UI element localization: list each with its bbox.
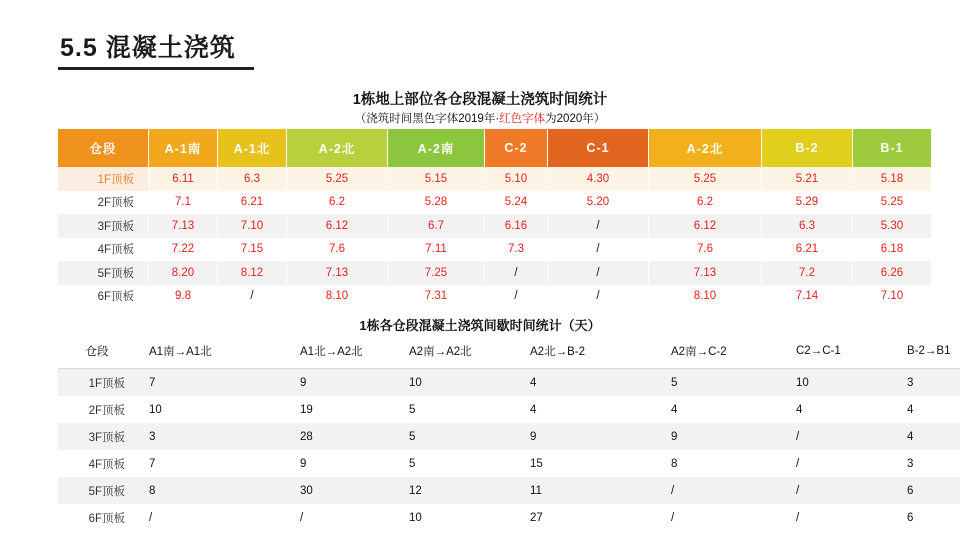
table1-cell: 6.26 xyxy=(853,261,932,285)
table1-cell: 7.13 xyxy=(149,214,218,238)
table1-cell: 5.21 xyxy=(762,167,853,191)
table1-subtitle-post: 为2020年） xyxy=(545,113,606,125)
table2-row-label: 2F顶板 xyxy=(58,396,137,423)
table2-cell: / xyxy=(659,477,784,504)
table1-cell: 7.3 xyxy=(485,238,548,262)
table2-row-label: 6F顶板 xyxy=(58,504,137,531)
table2-cell: 4 xyxy=(895,396,960,423)
table1-cell: 6.2 xyxy=(287,191,388,215)
table2-header-row xyxy=(58,334,960,369)
table1-cell: 7.10 xyxy=(218,214,287,238)
table-row xyxy=(58,450,960,477)
table1-cell: 6.3 xyxy=(762,214,853,238)
table-row xyxy=(58,423,960,450)
table1-cell: 5.30 xyxy=(853,214,932,238)
table2-cell: 4 xyxy=(895,423,960,450)
table2-cell: 28 xyxy=(288,423,397,450)
table1-cell: / xyxy=(218,285,287,309)
table2-cell: 30 xyxy=(288,477,397,504)
table1-cell: 7.6 xyxy=(649,238,762,262)
table2-cell: 7 xyxy=(137,369,288,397)
table2-cell: 5 xyxy=(397,423,518,450)
table1-cell: 6.21 xyxy=(218,191,287,215)
table1-cell: 4.30 xyxy=(548,167,649,191)
table2-cell: / xyxy=(784,504,895,531)
table2-cell: 9 xyxy=(659,423,784,450)
table1-cell: / xyxy=(548,214,649,238)
table1-cell: 7.25 xyxy=(388,261,485,285)
table1-cell: 7.14 xyxy=(762,285,853,309)
table1-cell: / xyxy=(485,261,548,285)
table1-cell: / xyxy=(548,261,649,285)
table1-cell: 6.18 xyxy=(853,238,932,262)
table1-cell: 5.25 xyxy=(649,167,762,191)
table2-cell: 10 xyxy=(137,396,288,423)
table1-header-cell: A-1南 xyxy=(149,129,218,167)
table1-subtitle-pre: （浇筑时间黑色字体2019年· xyxy=(354,113,500,125)
table2-row-label: 4F顶板 xyxy=(58,450,137,477)
title-underline xyxy=(58,67,254,70)
table2-cell: 9 xyxy=(518,423,659,450)
table2-cell: 10 xyxy=(397,504,518,531)
table1-subtitle-red: 红色字体 xyxy=(499,113,546,125)
table2-cell: / xyxy=(784,450,895,477)
table1-cell: 6.3 xyxy=(218,167,287,191)
table1-row-label: 4F顶板 xyxy=(58,238,149,262)
table2-cell: 27 xyxy=(518,504,659,531)
table1-cell: 5.28 xyxy=(388,191,485,215)
table2-header-cell: A2南→C-2 xyxy=(659,334,784,369)
table2-header-cell: C2→C-1 xyxy=(784,334,895,369)
table1-row-label: 2F顶板 xyxy=(58,191,149,215)
table2-row-label: 3F顶板 xyxy=(58,423,137,450)
table1-cell: 7.31 xyxy=(388,285,485,309)
table1-cell: 7.13 xyxy=(649,261,762,285)
table1-cell: 5.24 xyxy=(485,191,548,215)
table1-cell: 8.20 xyxy=(149,261,218,285)
table1-cell: 6.12 xyxy=(649,214,762,238)
table2-cell: 4 xyxy=(518,396,659,423)
table2-cell: 6 xyxy=(895,477,960,504)
table1-cell: 7.22 xyxy=(149,238,218,262)
table2-cell: 6 xyxy=(895,504,960,531)
table1-cell: 7.11 xyxy=(388,238,485,262)
table2-cell: 19 xyxy=(288,396,397,423)
table2-cell: 4 xyxy=(659,396,784,423)
table2-cell: 8 xyxy=(137,477,288,504)
table1-cell: 5.25 xyxy=(287,167,388,191)
table1-cell: 6.12 xyxy=(287,214,388,238)
table2-cell: 9 xyxy=(288,369,397,397)
table1-cell: 7.6 xyxy=(287,238,388,262)
table1-cell: 5.15 xyxy=(388,167,485,191)
table2-cell: / xyxy=(784,477,895,504)
table-row xyxy=(58,214,932,238)
table1-cell: 6.21 xyxy=(762,238,853,262)
table2-row-label: 5F顶板 xyxy=(58,477,137,504)
table-row xyxy=(58,238,932,262)
table2-cell: 8 xyxy=(659,450,784,477)
table2-cell: / xyxy=(288,504,397,531)
table2-header-cell: 仓段 xyxy=(58,334,137,369)
table1-cell: 6.11 xyxy=(149,167,218,191)
table2-row-label: 1F顶板 xyxy=(58,369,137,397)
table2-cell: 4 xyxy=(784,396,895,423)
table2-cell: 3 xyxy=(137,423,288,450)
table2-cell: 3 xyxy=(895,450,960,477)
table1-cell: 6.16 xyxy=(485,214,548,238)
table1-cell: 8.10 xyxy=(287,285,388,309)
pour-interval-table xyxy=(58,334,960,531)
table1-cell: / xyxy=(548,285,649,309)
table1-cell: 7.1 xyxy=(149,191,218,215)
table1-header-cell: A-1北 xyxy=(218,129,287,167)
table2-cell: 5 xyxy=(397,396,518,423)
table2-cell: / xyxy=(659,504,784,531)
table1-cell: 8.12 xyxy=(218,261,287,285)
table2-header-cell: A2北→B-2 xyxy=(518,334,659,369)
table1-cell: 7.13 xyxy=(287,261,388,285)
table-row xyxy=(58,167,932,191)
table1-title: 1栋地上部位各仓段混凝土浇筑时间统计 xyxy=(352,92,608,108)
table1-header-cell: C-2 xyxy=(485,129,548,167)
table1-header-cell: B-2 xyxy=(762,129,853,167)
table1-cell: 9.8 xyxy=(149,285,218,309)
table1-header-cell: A-2北 xyxy=(287,129,388,167)
table1-cell: 5.20 xyxy=(548,191,649,215)
table1-cell: 5.10 xyxy=(485,167,548,191)
table2-cell: 5 xyxy=(397,450,518,477)
table1-row-label: 5F顶板 xyxy=(58,261,149,285)
table2-header-cell: A1北→A2北 xyxy=(288,334,397,369)
table-row xyxy=(58,477,960,504)
table2-header-cell: A2南→A2北 xyxy=(397,334,518,369)
table2-cell: 15 xyxy=(518,450,659,477)
table1-header-row xyxy=(58,129,932,167)
table1-cell: 5.25 xyxy=(853,191,932,215)
table1-header-cell: 仓段 xyxy=(58,129,149,167)
table1-cell: 5.29 xyxy=(762,191,853,215)
table1-row-label: 6F顶板 xyxy=(58,285,149,309)
table2-cell: 12 xyxy=(397,477,518,504)
table2-cell: 5 xyxy=(659,369,784,397)
table1-cell: 5.18 xyxy=(853,167,932,191)
table1-cell: 7.10 xyxy=(853,285,932,309)
table1-header-cell: A-2南 xyxy=(388,129,485,167)
table-row xyxy=(58,261,932,285)
table2-title: 1栋各仓段混凝土浇筑间歇时间统计（天） xyxy=(359,318,601,333)
table1-row-label: 3F顶板 xyxy=(58,214,149,238)
table2-header-cell: A1南→A1北 xyxy=(137,334,288,369)
table2-cell: / xyxy=(784,423,895,450)
table2-cell: 10 xyxy=(397,369,518,397)
page-title: 5.5 混凝土浇筑 xyxy=(60,34,236,62)
table-row xyxy=(58,285,932,309)
table2-cell: 4 xyxy=(518,369,659,397)
table1-header-cell: B-1 xyxy=(853,129,932,167)
table-row xyxy=(58,191,932,215)
table-row xyxy=(58,504,960,531)
table2-cell: 11 xyxy=(518,477,659,504)
table-row xyxy=(58,396,960,423)
table1-subtitle xyxy=(58,110,902,126)
concrete-pour-time-table xyxy=(58,129,932,308)
table1-cell: / xyxy=(485,285,548,309)
table1-cell: / xyxy=(548,238,649,262)
table1-cell: 8.10 xyxy=(649,285,762,309)
table1-row-label: 1F顶板 xyxy=(58,167,149,191)
table2-cell: 9 xyxy=(288,450,397,477)
table2-cell: 3 xyxy=(895,369,960,397)
table1-cell: 6.7 xyxy=(388,214,485,238)
table2-cell: 7 xyxy=(137,450,288,477)
table2-header-cell: B-2→B1 xyxy=(895,334,960,369)
table-row xyxy=(58,369,960,397)
table1-cell: 6.2 xyxy=(649,191,762,215)
table1-cell: 7.15 xyxy=(218,238,287,262)
table1-header-cell: C-1 xyxy=(548,129,649,167)
table1-cell: 7.2 xyxy=(762,261,853,285)
table1-header-cell: A-2北 xyxy=(649,129,762,167)
table2-cell: / xyxy=(137,504,288,531)
table2-cell: 10 xyxy=(784,369,895,397)
